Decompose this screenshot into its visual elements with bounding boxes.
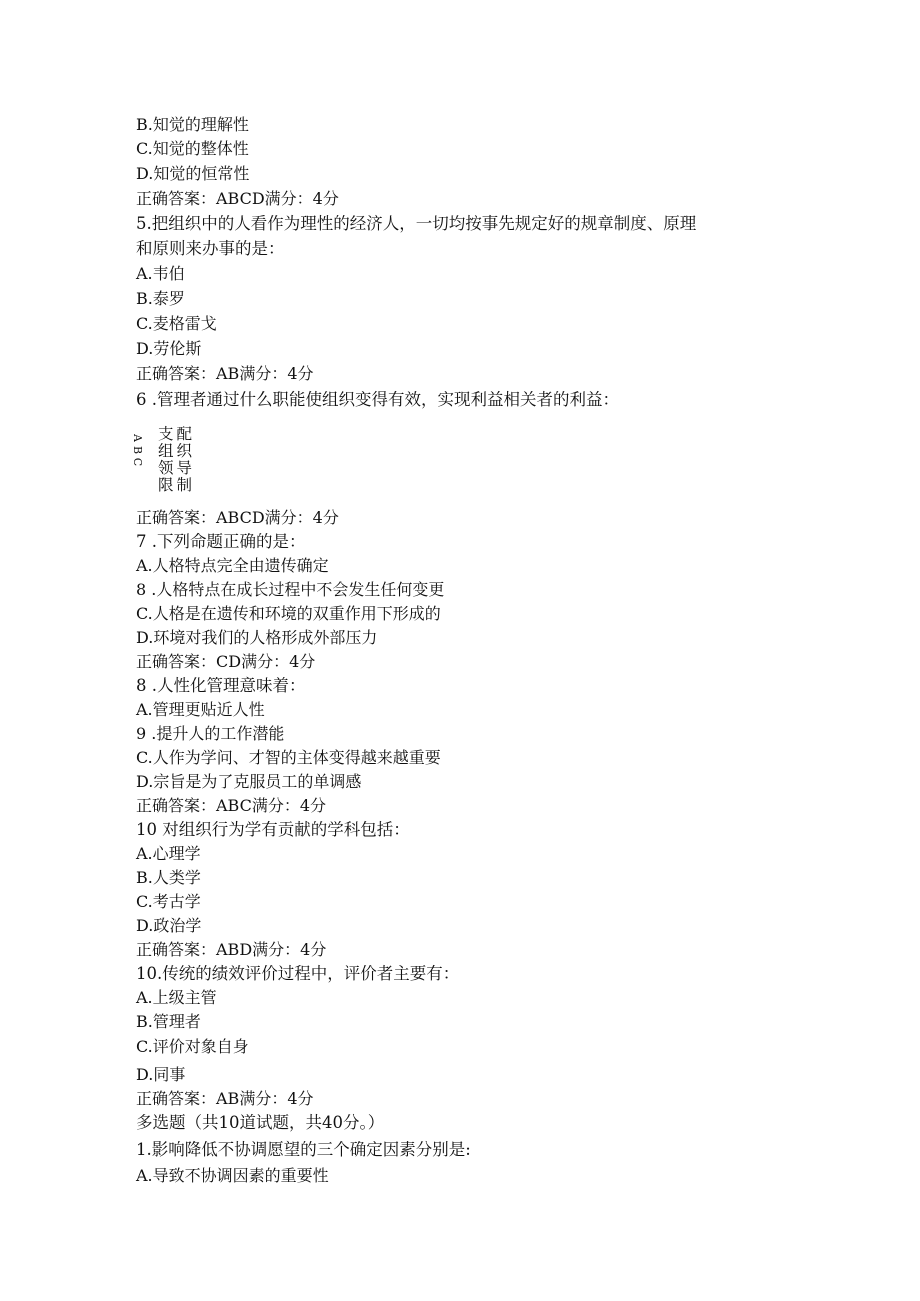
option-line: B.泰罗	[136, 289, 185, 308]
option-line: D.宗旨是为了克服员工的单调感	[136, 772, 362, 791]
question-line: 1.影响降低不协调愿望的三个确定因素分别是:	[136, 1140, 471, 1159]
option-line: A.导致不协调因素的重要性	[136, 1166, 329, 1185]
option-line: B.知觉的理解性	[136, 115, 249, 134]
question-line: 8 .人性化管理意味着：	[136, 676, 306, 695]
option-line: D.知觉的恒常性	[136, 164, 250, 183]
answer-line: 正确答案：ABD满分：4分	[136, 940, 327, 959]
option-line: B.管理者	[136, 1012, 201, 1031]
option-line: C.考古学	[136, 892, 201, 911]
answer-line: 正确答案：ABCD满分：4分	[136, 189, 339, 208]
q6-choice: 组织	[158, 442, 196, 460]
option-line: C.人格是在遗传和环境的双重作用下形成的	[136, 604, 441, 623]
question-line: 10 对组织行为学有贡献的学科包括：	[136, 820, 410, 839]
answer-line: 正确答案：ABC满分：4分	[136, 796, 327, 815]
q6-choice: 领导	[158, 459, 196, 477]
option-line: A.韦伯	[136, 264, 185, 283]
answer-line: 正确答案：CD满分：4分	[136, 652, 316, 671]
section-heading: 多选题（共10道试题，共40分。）	[136, 1113, 385, 1132]
q6-choice: 支配	[158, 425, 196, 443]
side-label: A	[131, 434, 144, 442]
question-line: 7 .下列命题正确的是：	[136, 532, 306, 551]
answer-line: 正确答案：AB满分：4分	[136, 364, 314, 383]
answer-line: 正确答案：AB满分：4分	[136, 1089, 314, 1108]
q6-side-labels	[131, 432, 143, 468]
question-line: 10.传统的绩效评价过程中，评价者主要有：	[136, 964, 460, 983]
option-line: C.知觉的整体性	[136, 139, 249, 158]
option-line: A.上级主管	[136, 988, 217, 1007]
question-line: 和原则来办事的是：	[136, 239, 285, 258]
side-label: B	[131, 445, 144, 455]
option-line: B.人类学	[136, 868, 201, 887]
option-line: D.同事	[136, 1065, 186, 1084]
option-line: 9 .提升人的工作潜能	[136, 724, 285, 743]
q6-choice: 限制	[158, 476, 196, 494]
question-line: 5.把组织中的人看作为理性的经济人，一切均按事先规定好的规章制度、原理	[136, 214, 697, 233]
option-line: C.评价对象自身	[136, 1037, 249, 1056]
option-line: C.麦格雷戈	[136, 314, 217, 333]
question-line: 6 .管理者通过什么职能使组织变得有效，实现利益相关者的利益：	[136, 390, 619, 409]
option-line: A.管理更贴近人性	[136, 700, 265, 719]
option-line: D.劳伦斯	[136, 339, 202, 358]
side-label: C	[131, 457, 144, 467]
option-line: D.环境对我们的人格形成外部压力	[136, 628, 378, 647]
option-line: D.政治学	[136, 916, 202, 935]
option-line: A.心理学	[136, 844, 201, 863]
option-line: A.人格特点完全由遗传确定	[136, 556, 329, 575]
option-line: 8 .人格特点在成长过程中不会发生任何变更	[136, 580, 445, 599]
option-line: C.人作为学问、才智的主体变得越来越重要	[136, 748, 441, 767]
answer-line: 正确答案：ABCD满分：4分	[136, 508, 339, 527]
